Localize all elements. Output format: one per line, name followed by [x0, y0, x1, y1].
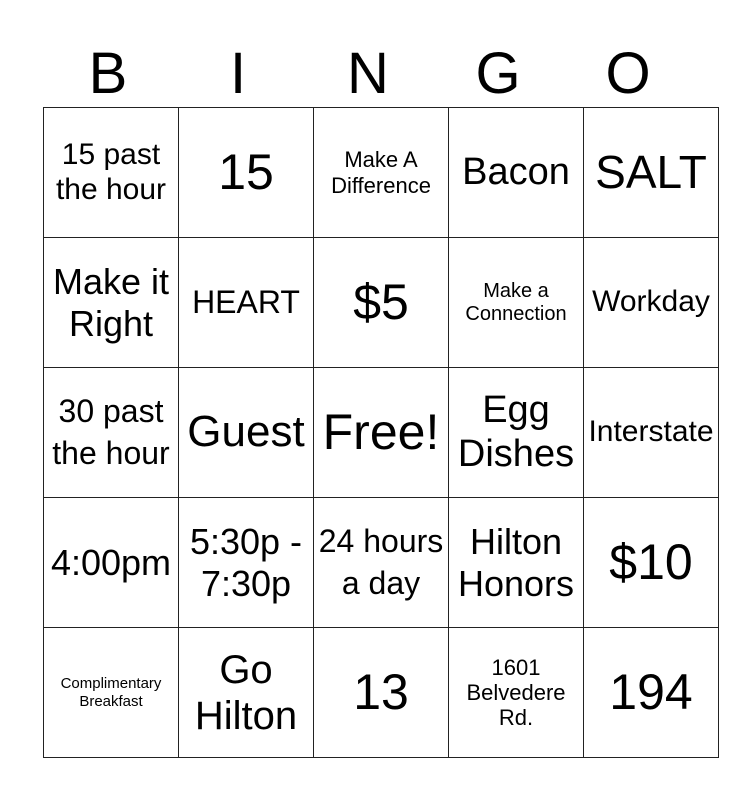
bingo-cell[interactable]: Make a Connection — [449, 238, 584, 368]
bingo-cell[interactable]: Bacon — [449, 108, 584, 238]
header-letter-i: I — [229, 41, 247, 106]
bingo-cell[interactable]: Workday — [584, 238, 719, 368]
board-row — [44, 628, 719, 758]
board-row — [44, 238, 719, 368]
bingo-cell[interactable]: Complimentary Breakfast — [44, 628, 179, 758]
bingo-cell[interactable]: 13 — [314, 628, 449, 758]
header-letter-n: N — [347, 41, 389, 106]
bingo-header — [43, 42, 693, 106]
bingo-cell[interactable]: $10 — [584, 498, 719, 628]
bingo-cell[interactable]: SALT — [584, 108, 719, 238]
header-letter-b: B — [88, 41, 128, 106]
bingo-cell[interactable]: Guest — [179, 368, 314, 498]
bingo-cell[interactable]: 194 — [584, 628, 719, 758]
bingo-cell[interactable]: 1601 Belvedere Rd. — [449, 628, 584, 758]
bingo-cell[interactable]: 24 hours a day — [314, 498, 449, 628]
bingo-cell[interactable]: 30 past the hour — [44, 368, 179, 498]
bingo-board — [43, 107, 719, 758]
header-letter-g: G — [475, 41, 521, 106]
bingo-cell[interactable]: Hilton Honors — [449, 498, 584, 628]
bingo-cell[interactable]: 4:00pm — [44, 498, 179, 628]
bingo-cell[interactable]: $5 — [314, 238, 449, 368]
bingo-cell[interactable]: 5:30p - 7:30p — [179, 498, 314, 628]
bingo-cell[interactable]: Go Hilton — [179, 628, 314, 758]
bingo-cell[interactable]: Interstate — [584, 368, 719, 498]
bingo-cell[interactable]: Make A Difference — [314, 108, 449, 238]
bingo-cell-free-space[interactable]: Free! — [314, 368, 449, 498]
board-row — [44, 498, 719, 628]
header-letter-o: O — [605, 41, 651, 106]
bingo-cell[interactable]: 15 — [179, 108, 314, 238]
bingo-cell[interactable]: 15 past the hour — [44, 108, 179, 238]
board-row — [44, 108, 719, 238]
board-row — [44, 368, 719, 498]
bingo-cell[interactable]: HEART — [179, 238, 314, 368]
bingo-cell[interactable]: Egg Dishes — [449, 368, 584, 498]
bingo-cell[interactable]: Make it Right — [44, 238, 179, 368]
